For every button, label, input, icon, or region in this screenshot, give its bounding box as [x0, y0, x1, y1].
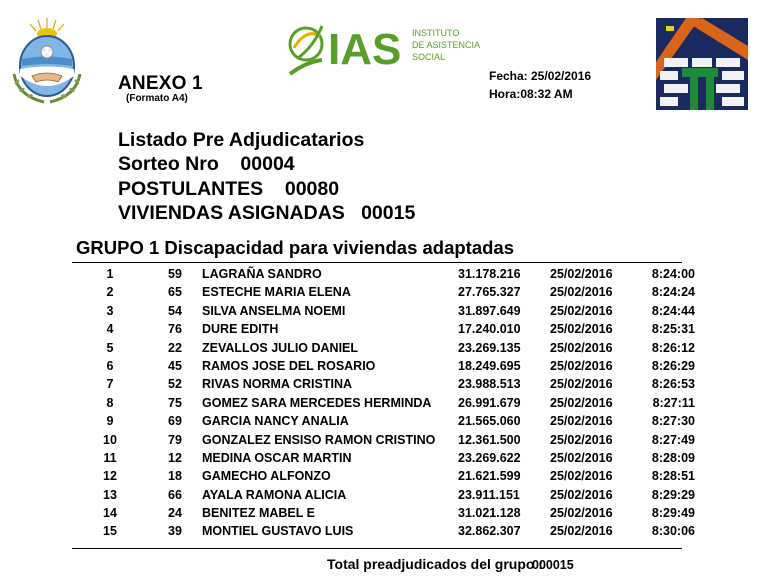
row-index: 15	[103, 524, 117, 539]
postulante-name: MONTIEL GUSTAVO LUIS	[202, 524, 354, 539]
postulante-number: 54	[168, 303, 182, 318]
row-time: 8:29:29	[651, 487, 695, 502]
postulante-number: 52	[168, 377, 182, 392]
postulante-number: 75	[168, 395, 182, 410]
row-index: 5	[106, 340, 114, 355]
row-time: 8:27:30	[651, 414, 695, 429]
table-row	[0, 524, 757, 542]
table-row	[0, 433, 757, 451]
postulante-name: LAGRAÑA SANDRO	[202, 267, 322, 281]
hora-label: Hora:08:32 AM	[489, 87, 573, 101]
table-row	[0, 451, 757, 469]
postulante-name: GAMECHO ALFONZO	[202, 469, 331, 484]
postulante-number: 22	[168, 340, 182, 355]
postulante-dni: 32.862.307	[458, 524, 521, 539]
postulante-dni: 23.988.513	[458, 377, 521, 392]
postulante-number: 18	[168, 469, 182, 484]
postulante-number: 79	[168, 432, 182, 447]
table-row	[0, 377, 757, 395]
row-date: 25/02/2016	[550, 303, 613, 318]
postulante-name: SILVA ANSELMA NOEMI	[202, 303, 346, 318]
row-time: 8:24:44	[651, 303, 695, 318]
postulante-dni: 12.361.500	[458, 432, 521, 447]
table-row	[0, 488, 757, 506]
row-date: 25/02/2016	[550, 414, 613, 429]
row-date: 25/02/2016	[550, 395, 613, 410]
postulante-dni: 31.897.649	[458, 303, 521, 318]
postulante-name: MEDINA OSCAR MARTIN	[202, 450, 352, 465]
row-index: 11	[103, 450, 117, 465]
row-date: 25/02/2016	[550, 322, 613, 337]
postulante-dni: 26.991.679	[458, 395, 521, 410]
row-time: 8:26:29	[651, 358, 695, 373]
total-label: Total preadjudicados del grupo :	[327, 556, 543, 572]
table-row	[0, 414, 757, 432]
row-index: 1	[106, 267, 114, 281]
table-row	[0, 506, 757, 524]
row-time: 8:28:09	[651, 450, 695, 465]
viviendas-asignadas-count: VIVIENDAS ASIGNADAS 00015	[118, 202, 416, 224]
row-time: 8:30:06	[651, 524, 695, 539]
postulante-number: 76	[168, 322, 182, 337]
row-time: 8:28:51	[651, 469, 695, 484]
row-time: 8:27:49	[651, 432, 695, 447]
row-date: 25/02/2016	[550, 358, 613, 373]
anexo-title: ANEXO 1	[118, 73, 203, 94]
table-row	[0, 267, 757, 285]
postulante-number: 69	[168, 414, 182, 429]
postulante-dni: 31.178.216	[458, 267, 521, 281]
table-row	[0, 304, 757, 322]
row-date: 25/02/2016	[550, 469, 613, 484]
row-date: 25/02/2016	[550, 267, 613, 281]
row-date: 25/02/2016	[550, 506, 613, 521]
row-date: 25/02/2016	[550, 450, 613, 465]
table-row	[0, 341, 757, 359]
table-row	[0, 469, 757, 487]
row-date: 25/02/2016	[550, 487, 613, 502]
divider	[72, 262, 682, 263]
row-time: 8:27:11	[652, 395, 695, 410]
adjudicatarios-table	[0, 267, 757, 543]
svg-text:SOCIAL: SOCIAL	[412, 52, 446, 62]
row-date: 25/02/2016	[550, 524, 613, 539]
postulante-dni: 21.565.060	[458, 414, 521, 429]
formato-label: (Formato A4)	[126, 93, 188, 104]
svg-text:DE ASISTENCIA: DE ASISTENCIA	[412, 40, 481, 50]
postulante-name: AYALA RAMONA ALICIA	[202, 487, 347, 502]
listado-title: Listado Pre Adjudicatarios	[118, 129, 365, 151]
postulantes-count: POSTULANTES 00080	[118, 178, 340, 200]
svg-text:INSTITUTO: INSTITUTO	[412, 28, 460, 38]
grupo-title: GRUPO 1 Discapacidad para viviendas adaptadas	[76, 237, 515, 258]
postulante-name: BENITEZ MABEL E	[202, 506, 315, 521]
postulante-number: 65	[168, 285, 182, 300]
row-index: 8	[106, 395, 114, 410]
postulante-dni: 21.621.599	[458, 469, 521, 484]
row-time: 8:24:00	[651, 267, 695, 281]
postulante-number: 12	[168, 450, 182, 465]
row-time: 8:26:12	[651, 340, 695, 355]
postulante-name: RAMOS JOSE DEL ROSARIO	[202, 358, 376, 373]
row-index: 9	[106, 414, 114, 429]
postulante-dni: 27.765.327	[458, 285, 521, 300]
row-index: 12	[103, 469, 117, 484]
row-time: 8:29:49	[651, 506, 695, 521]
postulante-name: RIVAS NORMA CRISTINA	[202, 377, 352, 392]
total-value: 000015	[532, 558, 574, 572]
table-row	[0, 359, 757, 377]
row-time: 8:26:53	[651, 377, 695, 392]
postulante-dni: 17.240.010	[458, 322, 521, 337]
postulante-name: GONZALEZ ENSISO RAMON CRISTINO	[202, 432, 436, 447]
row-date: 25/02/2016	[550, 340, 613, 355]
postulante-number: 39	[168, 524, 182, 539]
postulante-number: 59	[168, 267, 182, 281]
postulante-dni: 23.269.135	[458, 340, 521, 355]
row-time: 8:24:24	[651, 285, 695, 300]
divider	[72, 548, 682, 549]
postulante-name: ZEVALLOS JULIO DANIEL	[202, 340, 359, 355]
row-date: 25/02/2016	[550, 432, 613, 447]
row-index: 10	[103, 432, 117, 447]
postulante-dni: 31.021.128	[458, 506, 521, 521]
postulante-dni: 18.249.695	[458, 358, 521, 373]
row-index: 4	[106, 322, 114, 337]
row-index: 2	[106, 285, 114, 300]
sorteo-number: Sorteo Nro 00004	[118, 153, 295, 175]
postulante-name: ESTECHE MARIA ELENA	[202, 285, 351, 300]
postulante-number: 45	[168, 358, 182, 373]
provincial-seal-logo	[8, 14, 86, 106]
fecha-label: Fecha: 25/02/2016	[489, 69, 592, 83]
row-index: 3	[106, 303, 114, 318]
row-index: 14	[103, 506, 117, 521]
table-row	[0, 322, 757, 340]
table-row	[0, 285, 757, 303]
housing-institute-logo	[656, 18, 748, 110]
table-row	[0, 396, 757, 414]
row-date: 25/02/2016	[550, 285, 613, 300]
postulante-dni: 23.911.151	[458, 487, 520, 502]
postulante-name: GARCIA NANCY ANALIA	[202, 414, 349, 429]
postulante-name: DURE EDITH	[202, 322, 279, 337]
postulante-number: 66	[168, 487, 182, 502]
postulante-name: GOMEZ SARA MERCEDES HERMINDA	[202, 395, 432, 410]
postulante-number: 24	[168, 506, 182, 521]
svg-text:IAS: IAS	[328, 25, 402, 74]
row-date: 25/02/2016	[550, 377, 613, 392]
row-time: 8:25:31	[651, 322, 695, 337]
ias-logo	[286, 18, 481, 76]
row-index: 6	[106, 358, 114, 373]
row-index: 13	[103, 487, 117, 502]
row-index: 7	[106, 377, 114, 392]
postulante-dni: 23.269.622	[458, 450, 521, 465]
